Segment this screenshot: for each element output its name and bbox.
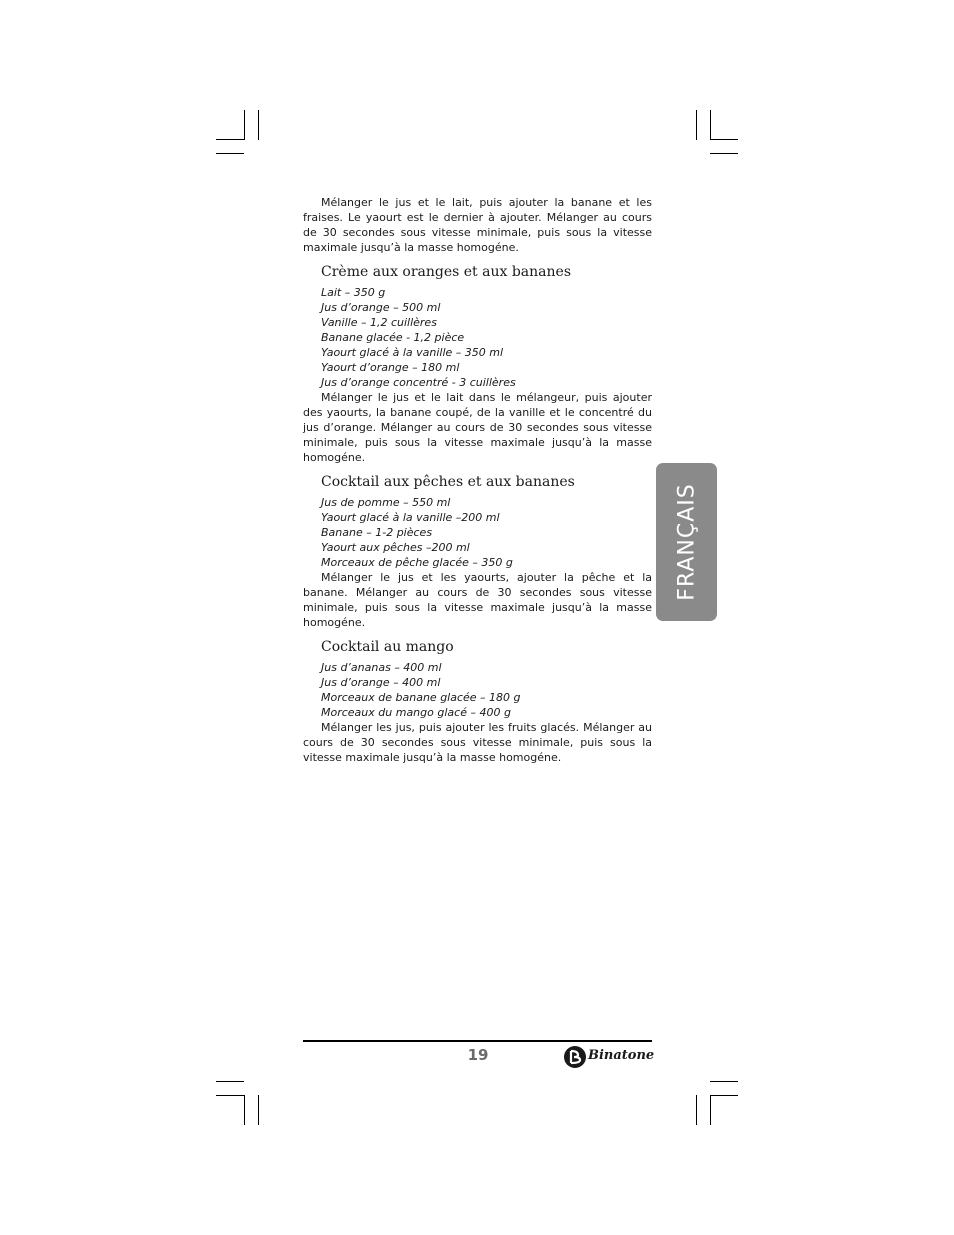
crop-mark-bottom-right-v2 <box>710 1095 711 1125</box>
ingredient-item: Yaourt glacé à la vanille –200 ml <box>321 511 500 524</box>
recipe-column <box>303 195 652 765</box>
crop-mark-bottom-left-v2 <box>258 1095 259 1125</box>
ingredient-item: Vanille – 1,2 cuillères <box>321 316 437 329</box>
recipe-title: Cocktail aux pêches et aux bananes <box>321 474 575 490</box>
page-number: 19 <box>467 1046 489 1064</box>
ingredient-item: Morceaux de banane glacée – 180 g <box>321 691 521 704</box>
ingredient-item: Jus d’orange – 400 ml <box>321 676 441 689</box>
ingredient-item: Yaourt glacé à la vanille – 350 ml <box>321 346 504 359</box>
crop-mark-bottom-left-h2 <box>216 1095 244 1096</box>
footer-rule <box>303 1040 652 1042</box>
crop-mark-bottom-left-h <box>216 1081 244 1082</box>
recipe-instructions: Mélanger les jus, puis ajouter les fruits glacés. Mélanger au cours de 30 secondes sous vitesse minimale, puis sous la vitesse maximale jusqu’à la masse homogéne. <box>303 721 652 764</box>
recipe-title: Cocktail au mango <box>321 639 454 655</box>
crop-mark-top-right-h <box>710 139 738 140</box>
ingredient-item: Jus d’ananas – 400 ml <box>321 661 442 674</box>
ingredient-item: Jus de pomme – 550 ml <box>321 496 451 509</box>
ingredient-list <box>303 660 652 720</box>
ingredient-item: Banane glacée - 1,2 pièce <box>321 331 465 344</box>
ingredient-item: Banane – 1-2 pièces <box>321 526 433 539</box>
ingredient-item: Jus d’orange – 500 ml <box>321 301 441 314</box>
ingredient-item: Jus d’orange concentré - 3 cuillères <box>321 376 516 389</box>
ingredient-list <box>303 495 652 570</box>
ingredient-item: Morceaux de pêche glacée – 350 g <box>321 556 513 569</box>
crop-mark-top-right-h2 <box>710 153 738 154</box>
ingredient-list <box>303 285 652 390</box>
language-tab-label: FRANÇAIS <box>674 483 699 601</box>
ingredient-item: Yaourt d’orange – 180 ml <box>321 361 460 374</box>
crop-mark-top-right-v2 <box>710 110 711 140</box>
language-tab <box>656 463 717 621</box>
brand-name: Binatone <box>588 1048 655 1063</box>
crop-mark-bottom-left-v <box>244 1095 245 1125</box>
ingredient-item: Yaourt aux pêches –200 ml <box>321 541 470 554</box>
crop-mark-bottom-right-h <box>710 1081 738 1082</box>
crop-mark-bottom-right-v <box>696 1095 697 1125</box>
crop-mark-top-right-v <box>696 110 697 140</box>
recipe-instructions: Mélanger le jus et les yaourts, ajouter la pêche et la banane. Mélanger au cours de 30 secondes sous vitesse minimale, puis sous la vitesse maximale jusqu’à la masse homogéne. <box>303 571 652 629</box>
ingredient-item: Morceaux du mango glacé – 400 g <box>321 706 511 719</box>
crop-mark-bottom-right-h2 <box>710 1095 738 1096</box>
crop-mark-top-left-v <box>244 110 245 140</box>
crop-mark-top-left-v2 <box>258 110 259 140</box>
brand-logo <box>562 1044 654 1070</box>
brand-logo-icon <box>562 1044 588 1070</box>
recipe-title: Crème aux oranges et aux bananes <box>321 264 572 280</box>
intro-paragraph: Mélanger le jus et le lait, puis ajouter la banane et les fraises. Le yaourt est le dernier à ajouter. Mélanger au cours de 30 secondes sous vitesse minimale, puis sous la vitesse maximale jusqu’à la masse homogéne. <box>303 196 652 254</box>
crop-mark-top-left-h2 <box>216 153 244 154</box>
ingredient-item: Lait – 350 g <box>321 286 386 299</box>
recipe-instructions: Mélanger le jus et le lait dans le mélangeur, puis ajouter des yaourts, la banane coupé, de la vanille et le concentré du jus d’orange. Mélanger au cours de 30 secondes sous vitesse minimale, puis sous la vitesse maximale jusqu’à la masse homogéne. <box>303 391 652 464</box>
crop-mark-top-left-h <box>216 139 244 140</box>
